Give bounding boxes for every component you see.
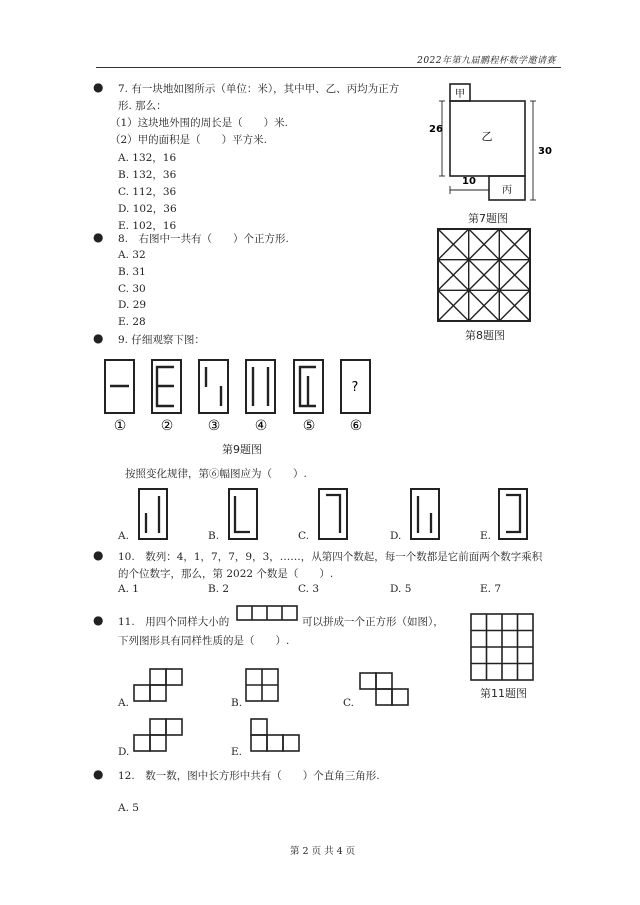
q7-option-e: E. 102，16 (118, 220, 177, 232)
q11-option-c-figure (358, 672, 410, 708)
q12-stem: 12. 数一数，图中长方形中共有（ ）个直角三角形. (118, 770, 380, 782)
q7-option-d: D. 102，36 (118, 203, 177, 215)
q9-option-a-figure (138, 488, 168, 540)
q11-option-b-label: B. (231, 697, 243, 709)
q10-option-d: D. 5 (390, 583, 412, 595)
q9-label-3: ③ (207, 418, 221, 434)
q10-stem-line2: 的个位数字，那么，第 2022 个数是（ ）. (118, 568, 334, 580)
q11-grid-figure (470, 613, 534, 681)
q8-stem: 8. 右图中一共有（ ）个正方形. (118, 233, 289, 245)
q9-sequence-figure (100, 356, 390, 438)
q7-label-yi: 乙 (481, 130, 493, 143)
q11-option-d-figure (132, 718, 184, 754)
q7-stem-line2: 形. 那么： (118, 100, 167, 112)
q7-caption: 第7题图 (468, 212, 508, 225)
q11-stem-line2: 下列图形具有同样性质的是（ ）. (118, 635, 290, 647)
q8-caption: 第8题图 (465, 329, 505, 342)
q7-sub1: （1）这块地外围的周长是（ ）米. (110, 117, 289, 129)
q9-option-e-label: E. (480, 530, 492, 542)
page-footer: 第 2 页 共 4 页 (290, 846, 356, 857)
q9-option-e-figure (498, 488, 528, 540)
q11-option-e-label: E. (231, 746, 243, 758)
q9-label-6: ⑥ (349, 418, 363, 434)
q10-option-b: B. 2 (208, 583, 230, 595)
q7-dim-26: 26 (429, 124, 443, 135)
bullet: ● (93, 331, 104, 345)
q11-option-a-figure (132, 668, 184, 704)
page-header-title: 2022年第九届鹏程杯数学邀请赛 (417, 56, 556, 66)
q7-dim-30: 30 (538, 146, 552, 157)
q7-figure (429, 80, 552, 210)
q9-option-d-label: D. (390, 530, 402, 542)
bullet: ● (93, 767, 104, 781)
q8-option-b: B. 31 (118, 266, 146, 278)
q10-option-e: E. 7 (480, 583, 502, 595)
q7-option-c: C. 112，36 (118, 186, 177, 198)
q7-option-a: A. 132，16 (118, 152, 177, 164)
bullet: ● (93, 230, 104, 244)
q11-option-e-figure (249, 718, 301, 754)
q9-option-b-label: B. (208, 530, 220, 542)
header-rule (96, 67, 561, 68)
q9-caption: 第9题图 (222, 443, 262, 456)
q11-tetromino-figure (236, 605, 298, 621)
q11-caption: 第11题图 (480, 687, 527, 700)
q11-option-b-figure (244, 668, 280, 704)
q9-prompt: 按照变化规律，第⑥幅图应为（ ）. (125, 468, 307, 480)
q7-option-b: B. 132，36 (118, 169, 177, 181)
q7-dim-10: 10 (462, 176, 476, 187)
q9-option-c-figure (318, 488, 348, 540)
q7-label-jia: 甲 (455, 89, 465, 100)
q9-question-mark: ? (351, 380, 359, 395)
q8-option-a: A. 32 (118, 249, 146, 261)
q7-stem-line1: 7. 有一块地如图所示（单位：米），其中甲、乙、丙均为正方 (118, 83, 400, 95)
q9-label-4: ④ (254, 418, 268, 434)
q9-option-b-figure (228, 488, 258, 540)
q11-stem-line1b: 可以拼成一个正方形（如图）， (302, 616, 444, 628)
q7-sub2: （2）甲的面积是（ ）平方米. (110, 134, 268, 146)
q9-label-2: ② (160, 418, 174, 434)
q12-option-a: A. 5 (118, 802, 139, 814)
bullet: ● (93, 613, 104, 627)
q9-label-5: ⑤ (302, 418, 316, 434)
q9-label-1: ① (113, 418, 127, 434)
q11-option-c-label: C. (343, 697, 354, 709)
q10-option-a: A. 1 (118, 583, 139, 595)
q9-stem: 9. 仔细观察下图： (118, 334, 205, 346)
q9-option-c-label: C. (298, 530, 309, 542)
q8-option-d: D. 29 (118, 299, 147, 311)
bullet: ● (93, 548, 104, 562)
q10-option-c: C. 3 (298, 583, 320, 595)
q10-stem-line1: 10. 数列：4，1，7，7，9，3，……，从第四个数起，每一个数都是它前面两个数字乘积 (118, 551, 543, 563)
q11-option-a-label: A. (118, 697, 129, 709)
q11-option-d-label: D. (118, 746, 130, 758)
q9-option-d-figure (410, 488, 440, 540)
q8-figure (437, 228, 531, 322)
q11-stem-line1a: 11. 用四个同样大小的 (118, 616, 230, 628)
bullet: ● (93, 80, 104, 94)
q8-option-e: E. 28 (118, 316, 146, 328)
q8-option-c: C. 30 (118, 283, 146, 295)
q7-label-bing: 丙 (502, 185, 512, 196)
q9-option-a-label: A. (118, 530, 129, 542)
